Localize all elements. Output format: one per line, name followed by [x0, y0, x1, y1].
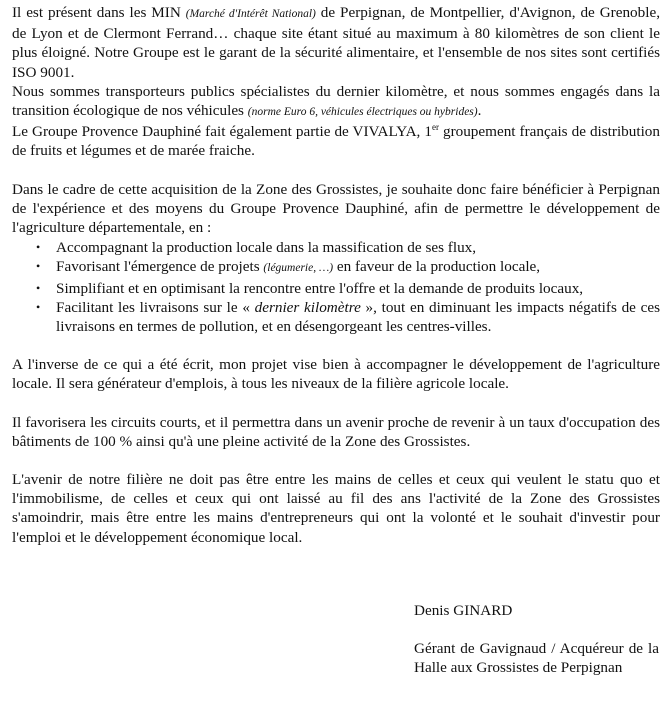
list-item-text: Simplifiant et en optimisant la rencontre entre l'offre et la demande de produits locaux, [56, 279, 584, 297]
list-item-text: », tout en diminuant les impacts négatifs de ces livraisons en termes de pollution, et en désengorgeant les centres-villes. [56, 298, 660, 336]
paragraph-transport [12, 82, 660, 122]
signatory-name: Denis GINARD [414, 602, 513, 619]
text-transport: Nous sommes transporteurs publics spécialistes du dernier kilomètre, et nous sommes engagés dans la transition écologique de nos véhicules [12, 82, 660, 120]
text-min-sites: de Perpignan, de Montpellier, d'Avignon, de Grenoble, de Lyon et de Clermont Ferrand… chaque site étant situé au maximum à 80 kilomètres de son client le plus éloigné. Notre Groupe est le garant de la sécurité alimentaire, et l'ensemble de nos sites sont certifiés ISO 9001. [12, 4, 661, 81]
paragraph-circuits-courts: Il favorisera les circuits courts, et il permettra dans un avenir proche de revenir à un taux d'occupation des bâtiments de 100 % ainsi qu'à une pleine activité de la Zone des Grossistes. [12, 413, 660, 450]
bullet-list [12, 238, 660, 336]
bullet-icon: • [36, 299, 41, 314]
bullet-icon: • [36, 280, 41, 295]
list-item [12, 238, 660, 257]
text-period: . [477, 102, 482, 120]
list-item [12, 298, 660, 336]
paragraph-vivalya [12, 122, 660, 160]
bullet-icon: • [36, 259, 41, 274]
text-vivalya: Le Groupe Provence Dauphiné fait également partie de VIVALYA, 1 [12, 123, 432, 141]
list-item [12, 257, 660, 278]
list-item-text: en faveur de la production locale, [333, 258, 541, 276]
paragraph-agriculture: A l'inverse de ce qui a été écrit, mon projet vise bien à accompagner le développement de l'agriculture locale. Il sera générateur d'emplois, à tous les niveaux de la filière agricole locale. [12, 356, 660, 393]
list-item-text: Facilitant les livraisons sur le « [56, 298, 255, 316]
list-item-italic: dernier kilomètre [254, 298, 361, 316]
text-vehicle-norm: (norme Euro 6, véhicules électriques ou hybrides) [247, 106, 478, 119]
paragraph-avenir: L'avenir de notre filière ne doit pas être entre les mains de celles et ceux qui veulent le statu quo et l'immobilisme, de celles et ceux qui ont laissé au fil des ans l'activité de la Zone des Grossistes s'amoindrir, mais être entre les mains d'entrepreneurs qui ont la volonté et le souhait d'investir pour l'emploi et le développement économique local. [12, 471, 660, 546]
bullet-icon: • [36, 240, 41, 255]
list-item [12, 279, 660, 298]
paragraph-min-sites [12, 3, 660, 82]
list-item-text: Accompagnant la production locale dans la massification de ses flux, [56, 239, 477, 257]
paragraph-acquisition: Dans le cadre de cette acquisition de la Zone des Grossistes, je souhaite donc faire bénéficier à Perpignan de l'expérience et des moyens du Groupe Provence Dauphiné, afin de permettre le développement de l'agriculture départementale, en : [12, 180, 660, 237]
letter-body [12, 3, 660, 547]
text-superscript-er: er [431, 122, 439, 133]
signatory-title: Gérant de Gavignaud / Acquéreur de la Halle aux Grossistes de Perpignan [414, 640, 659, 677]
list-item-italic: (légumerie, …) [263, 262, 334, 275]
text-min-intro: Il est présent dans les MIN [12, 4, 186, 21]
text-min-definition: (Marché d'Intérêt National) [185, 8, 316, 20]
text-vivalya-end: groupement français de distribution de fruits et légumes et de marée fraiche. [12, 123, 660, 160]
signature-block [414, 601, 659, 678]
list-item-text: Favorisant l'émergence de projets [56, 258, 264, 276]
